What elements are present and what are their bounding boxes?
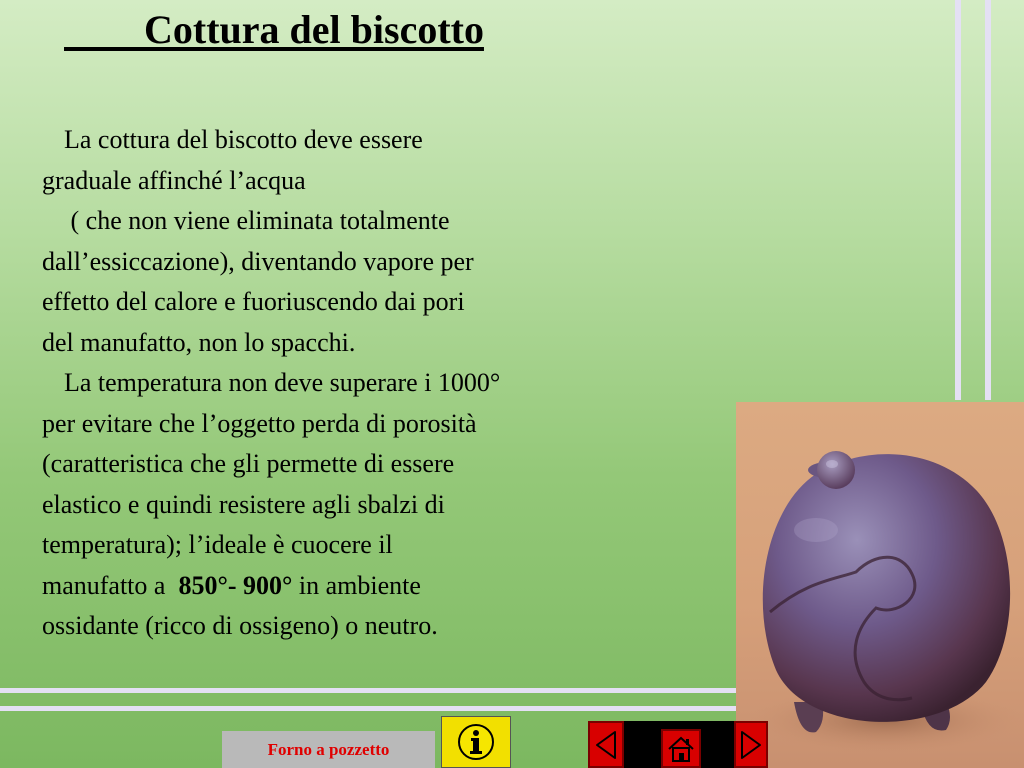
body-line [42,566,642,607]
body-text-segment: manufatto a [42,570,179,600]
navigation-buttons [588,721,768,768]
body-line: La cottura del biscotto deve essere [64,125,423,154]
body-line: (caratteristica che gli permette di essere [42,449,455,478]
body-text-segment: in ambiente [292,570,421,600]
decorative-horizontal-line [0,706,736,711]
body-line: del manufatto, non lo spacchi. [42,327,356,357]
body-line: ossidante (ricco di ossigeno) o neutro. [42,611,438,640]
decorative-horizontal-line [0,688,736,693]
body-line: dall’essiccazione), diventando vapore per [42,246,474,276]
body-line: temperatura); l’ideale è cuocere il [42,530,393,559]
home-button[interactable] [661,729,701,768]
next-slide-button[interactable] [734,721,768,768]
body-line: graduale affinché l’acqua [42,165,306,195]
arrow-left-icon [593,730,619,760]
slide-body-text [42,120,642,647]
body-line: elastico e quindi resistere agli sbalzi di [42,489,445,519]
body-line: La temperatura non deve superare i 1000° [64,368,501,397]
info-button[interactable] [441,716,511,768]
home-icon [666,735,696,763]
temperature-range: 850°- 900° [178,570,293,600]
previous-slide-button[interactable] [588,721,624,768]
body-line: ( che non viene eliminata totalmente [64,206,450,235]
slide-title: Cottura del biscotto [64,7,484,52]
body-line: effetto del calore e fuoriuscendo dai pori [42,287,465,316]
ceramic-vessel-illustration [736,402,1024,768]
body-line: per evitare che l’oggetto perda di porosità [42,408,477,438]
decorative-vertical-line [955,0,961,400]
decorative-vertical-line [985,0,991,400]
info-icon [456,722,496,762]
ceramic-vessel-photo [736,402,1024,768]
link-forno-a-pozzetto[interactable]: Forno a pozzetto [222,731,435,768]
arrow-right-icon [738,730,764,760]
